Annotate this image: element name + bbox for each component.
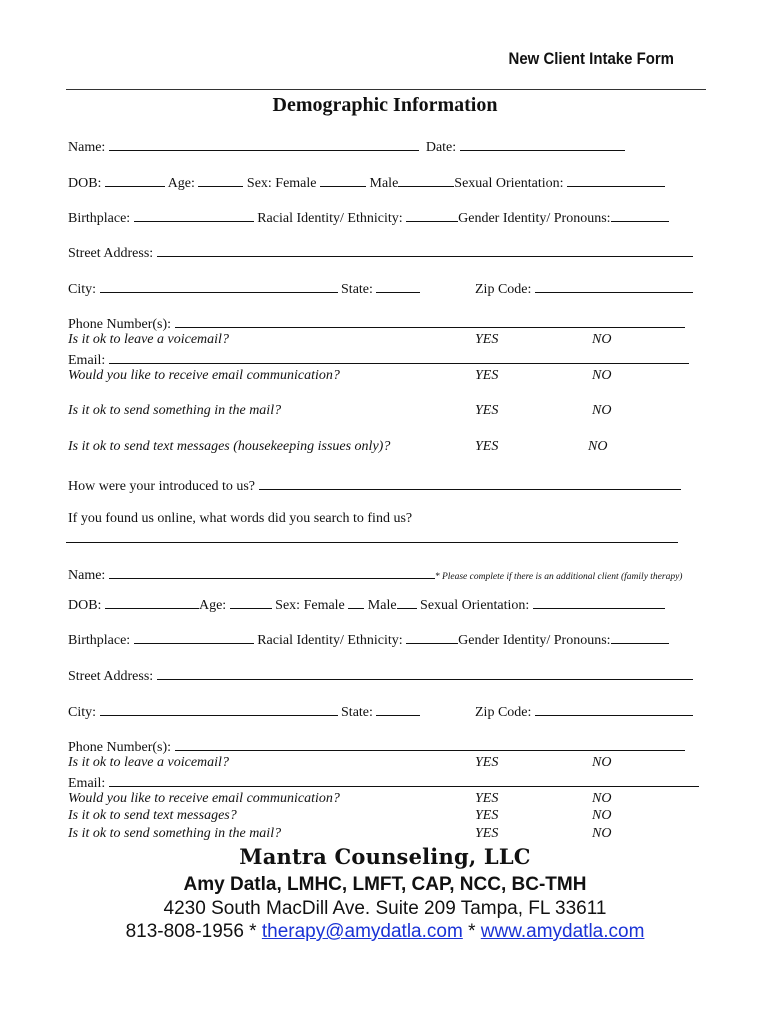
- birthplace-label: Birthplace:: [68, 211, 131, 226]
- email-field[interactable]: [109, 350, 689, 364]
- mail2-question: Is it ok to send something in the mail?: [68, 826, 282, 841]
- dob-field[interactable]: [105, 173, 165, 187]
- dob2-label: DOB:: [68, 598, 102, 613]
- email-no[interactable]: NO: [592, 368, 612, 383]
- city2-field[interactable]: [100, 702, 338, 716]
- zip2-label: Zip Code:: [475, 705, 532, 720]
- section-title: Demographic Information: [272, 94, 498, 116]
- female2-field[interactable]: [348, 595, 364, 609]
- date-label: Date:: [425, 140, 457, 155]
- online-label: If you found us online, what words did you search to find us?: [68, 511, 413, 526]
- form-header: New Client Intake Form: [508, 49, 674, 68]
- female2-option: Female: [303, 598, 345, 613]
- mail2-no[interactable]: NO: [592, 826, 612, 841]
- company-name: Mantra Counseling, LLC: [239, 844, 531, 869]
- text2-question: Is it ok to send text messages?: [68, 808, 237, 823]
- birthplace-field[interactable]: [134, 208, 254, 222]
- email2-label: Email:: [68, 776, 106, 791]
- voicemail2-yes[interactable]: YES: [475, 755, 499, 770]
- male-field[interactable]: [398, 173, 454, 187]
- mail-question: Is it ok to send something in the mail?: [68, 403, 282, 418]
- birthplace-row: [68, 208, 669, 227]
- city-row: [68, 279, 420, 298]
- street-label: Street Address:: [68, 246, 154, 261]
- racial2-label: Racial Identity/ Ethnicity:: [257, 633, 403, 648]
- name-field[interactable]: [109, 137, 419, 151]
- racial2-field[interactable]: [406, 630, 458, 644]
- office-address: 4230 South MacDill Ave. Suite 209 Tampa, FL 33611: [163, 898, 607, 919]
- male-option: Male: [369, 176, 399, 191]
- zip-row: [475, 279, 693, 298]
- female-field[interactable]: [320, 173, 366, 187]
- zip2-row: [475, 702, 693, 721]
- zip-label: Zip Code:: [475, 282, 532, 297]
- gender2-field[interactable]: [611, 630, 669, 644]
- racial-label: Racial Identity/ Ethnicity:: [257, 211, 403, 226]
- voicemail-yes[interactable]: YES: [475, 332, 499, 347]
- text2-yes[interactable]: YES: [475, 808, 499, 823]
- website-link[interactable]: www.amydatla.com: [480, 921, 645, 942]
- email-link[interactable]: therapy@amydatla.com: [261, 921, 463, 942]
- email-label: Email:: [68, 353, 106, 368]
- phone-row: [68, 314, 685, 333]
- street-field[interactable]: [157, 243, 693, 257]
- name2-row: [68, 565, 682, 584]
- voicemail-question: Is it ok to leave a voicemail?: [68, 332, 229, 347]
- phone-label: Phone Number(s):: [68, 317, 172, 332]
- gender2-label: Gender Identity/ Pronouns:: [458, 633, 611, 648]
- zip2-field[interactable]: [535, 702, 693, 716]
- state-label: State:: [341, 282, 373, 297]
- additional-client-note: * Please complete if there is an additional client (family therapy): [434, 572, 683, 582]
- mail2-yes[interactable]: YES: [475, 826, 499, 841]
- provider-name: Amy Datla, LMHC, LMFT, CAP, NCC, BC-TMH: [183, 874, 587, 895]
- female-option: Female: [275, 176, 317, 191]
- introduced-label: How were your introduced to us?: [68, 479, 256, 494]
- email-question: Would you like to receive email communication?: [68, 368, 340, 383]
- voicemail-no[interactable]: NO: [592, 332, 612, 347]
- separator: *: [462, 921, 481, 942]
- phone2-label: Phone Number(s):: [68, 740, 172, 755]
- city-field[interactable]: [100, 279, 338, 293]
- online-row: [68, 511, 412, 527]
- male2-field[interactable]: [397, 595, 417, 609]
- city-label: City:: [68, 282, 97, 297]
- city2-row: [68, 702, 420, 721]
- name-row: [68, 137, 625, 156]
- dob2-field[interactable]: [105, 595, 199, 609]
- name2-field[interactable]: [109, 565, 435, 579]
- mail-no[interactable]: NO: [592, 403, 612, 418]
- orientation-label: Sexual Orientation:: [454, 176, 564, 191]
- email-row: [68, 350, 689, 369]
- street2-row: [68, 666, 693, 685]
- voicemail2-no[interactable]: NO: [592, 755, 612, 770]
- age-field[interactable]: [198, 173, 243, 187]
- text-yes[interactable]: YES: [475, 439, 499, 454]
- city2-label: City:: [68, 705, 97, 720]
- text-question: Is it ok to send text messages (housekeeping issues only)?: [68, 439, 391, 454]
- age2-label: Age:: [198, 598, 227, 613]
- zip-field[interactable]: [535, 279, 693, 293]
- orientation2-label: Sexual Orientation:: [420, 598, 530, 613]
- orientation2-field[interactable]: [533, 595, 665, 609]
- phone-field[interactable]: [175, 314, 685, 328]
- phone-number: 813-808-1956: [125, 921, 244, 942]
- birthplace2-label: Birthplace:: [68, 633, 131, 648]
- introduced-field[interactable]: [259, 476, 681, 490]
- email2-field[interactable]: [109, 773, 699, 787]
- email-yes[interactable]: YES: [475, 368, 499, 383]
- email2-no[interactable]: NO: [592, 791, 612, 806]
- gender-label: Gender Identity/ Pronouns:: [458, 211, 611, 226]
- date-field[interactable]: [460, 137, 625, 151]
- dob2-row: [68, 595, 665, 614]
- phone2-field[interactable]: [175, 737, 685, 751]
- street2-label: Street Address:: [68, 669, 154, 684]
- gender-field[interactable]: [611, 208, 669, 222]
- online-field[interactable]: [66, 542, 678, 543]
- orientation-field[interactable]: [567, 173, 665, 187]
- street2-field[interactable]: [157, 666, 693, 680]
- header-rule: [66, 89, 706, 90]
- age-label: Age:: [167, 176, 195, 191]
- text-no[interactable]: NO: [588, 439, 608, 454]
- birthplace2-row: [68, 630, 669, 649]
- text2-no[interactable]: NO: [592, 808, 612, 823]
- sex2-label: Sex:: [275, 598, 301, 613]
- voicemail2-question: Is it ok to leave a voicemail?: [68, 755, 229, 770]
- name-label: Name:: [68, 140, 106, 155]
- age2-field[interactable]: [230, 595, 272, 609]
- mail-yes[interactable]: YES: [475, 403, 499, 418]
- name2-label: Name:: [68, 568, 106, 583]
- dob-row: [68, 173, 665, 192]
- separator: *: [243, 921, 262, 942]
- dob-label: DOB:: [68, 176, 102, 191]
- sex-label: Sex:: [246, 176, 272, 191]
- email2-yes[interactable]: YES: [475, 791, 499, 806]
- state2-label: State:: [341, 705, 373, 720]
- introduced-row: [68, 476, 681, 495]
- state2-field[interactable]: [376, 702, 420, 716]
- racial-field[interactable]: [406, 208, 458, 222]
- street-row: [68, 243, 693, 262]
- email2-question: Would you like to receive email communication?: [68, 791, 340, 806]
- male2-option: Male: [367, 598, 397, 613]
- phone2-row: [68, 737, 685, 756]
- contact-line: [0, 921, 770, 943]
- birthplace2-field[interactable]: [134, 630, 254, 644]
- email2-row: [68, 773, 699, 792]
- state-field[interactable]: [376, 279, 420, 293]
